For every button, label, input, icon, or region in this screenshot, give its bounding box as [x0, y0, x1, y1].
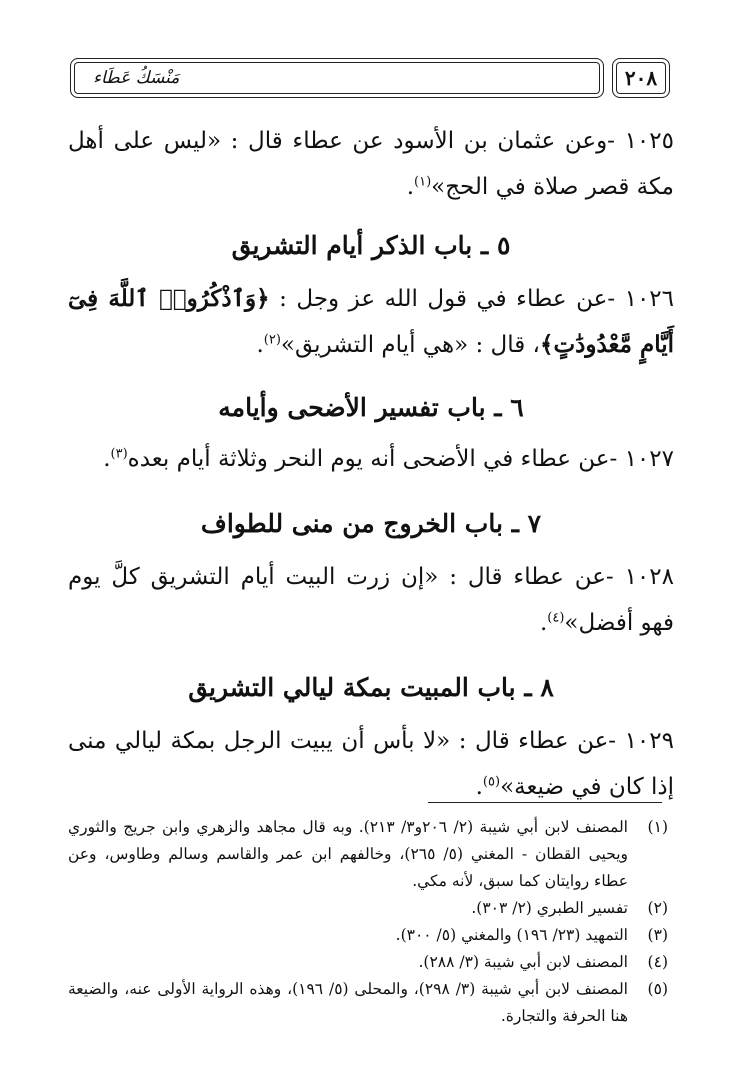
footnote-3 — [68, 922, 668, 949]
entry-1029: ١٠٢٩ -عن عطاء قال : «لا بأس أن يبيت الرجل بمكة ليالي منى إذا كان في ضيعة»$^{(٥)}$. — [68, 728, 674, 800]
entry-text: -عن عطاء في قول الله عز وجل : — [269, 286, 625, 312]
footnote-number: (٥) — [647, 980, 668, 998]
footnote-ref: (٥) — [482, 774, 501, 790]
entry-number: ١٠٢٦ — [624, 286, 675, 312]
chapter-heading-7: ٧ ـ باب الخروج من منى للطواف — [200, 509, 542, 538]
footnote-4 — [68, 949, 668, 976]
footnote-number: (٢) — [647, 899, 668, 917]
footnote-ref: (١) — [414, 174, 432, 190]
entry-1027: ١٠٢٧ -عن عطاء في الأضحى أنه يوم النحر وثلاثة أيام بعده$^{(٣)}$. — [103, 446, 674, 472]
main-text — [68, 118, 674, 810]
page-header — [70, 58, 670, 100]
entry-text: ، قال : «هي أيام التشريق» — [280, 332, 540, 358]
footnote-ref: (٣) — [110, 446, 128, 462]
running-title-box — [70, 58, 604, 98]
entry-text: -عن عطاء قال : «لا بأس أن يبيت الرجل بمكة ليالي منى إذا كان في ضيعة» — [68, 728, 674, 800]
entry-text: -عن عطاء قال : «إن زرت البيت أيام التشريق كلَّ يوم فهو أفضل» — [68, 564, 674, 636]
footnote-number: (١) — [647, 818, 668, 836]
footnote-text: التمهيد (٢٣/ ١٩٦) والمغني (٥/ ٣٠٠). — [395, 926, 628, 944]
chapter-heading-8: ٨ ـ باب المبيت بمكة ليالي التشريق — [188, 673, 554, 702]
footnote-text: تفسير الطبري (٢/ ٣٠٣). — [471, 899, 628, 917]
entry-text: -عن عطاء في الأضحى أنه يوم النحر وثلاثة أيام بعده — [127, 446, 625, 472]
entry-text: -وعن عثمان بن الأسود عن عطاء قال : «ليس على أهل مكة قصر صلاة في الحج» — [68, 128, 674, 200]
quran-verse: ﴿وَٱذْكُرُوا۟ ٱللَّهَ فِىٓ أَيَّامٍ مَّعْدُودَٰتٍ﴾ — [68, 285, 674, 358]
footnote-ref: (٢) — [263, 332, 281, 348]
footnote-number: (٤) — [647, 953, 668, 971]
footnote-1 — [68, 814, 668, 895]
chapter-heading-5: ٥ ـ باب الذكر أيام التشريق — [231, 231, 511, 260]
footnote-2 — [68, 895, 668, 922]
entry-1026: ١٠٢٦ -عن عطاء في قول الله عز وجل : ﴿وَٱذْكُرُوا۟ ٱللَّهَ فِىٓ أَيَّامٍ مَّعْدُودَٰتٍ﴾، قال : «هي أيام التشريق»$^{(٢)}$. — [68, 285, 675, 358]
footnote-text: المصنف لابن أبي شيبة (٣/ ٢٨٨). — [418, 953, 628, 971]
footnote-divider — [428, 802, 662, 803]
entry-number: ١٠٢٧ — [624, 446, 674, 472]
footnote-text: المصنف لابن أبي شيبة (٣/ ٢٩٨)، والمحلى (٥/ ١٩٦)، وهذه الرواية الأولى عنه، والضيعة هنا الحرفة والتجارة. — [68, 980, 628, 1025]
chapter-heading-6: ٦ ـ باب تفسير الأضحى وأيامه — [218, 393, 524, 422]
footnote-5 — [68, 976, 668, 1030]
footnote-text: المصنف لابن أبي شيبة (٢/ ٢٠٦و٣/ ٢١٣). وبه قال مجاهد والزهري وابن جريج والثوري ويحيى القطان - المغني (٥/ ٢٦٥)، وخالفهم ابن عمر والقاسم وسالم وطاوس، وعن عطاء روايتان كما سبق، لأنه مكي. — [68, 818, 628, 890]
running-title: مَنْسَكُ عَطَاء — [93, 68, 180, 88]
entry-number: ١٠٢٨ — [624, 564, 674, 590]
footnote-number: (٣) — [647, 926, 668, 944]
entry-1028: ١٠٢٨ -عن عطاء قال : «إن زرت البيت أيام التشريق كلَّ يوم فهو أفضل»$^{(٤)}$. — [68, 564, 674, 636]
footnotes — [68, 814, 668, 1030]
footnote-ref: (٤) — [547, 610, 565, 626]
page-number: ٢٠٨ — [612, 58, 670, 98]
entry-1025: ١٠٢٥ -وعن عثمان بن الأسود عن عطاء قال : «ليس على أهل مكة قصر صلاة في الحج»$^{(١)}$. — [68, 128, 674, 200]
entry-number: ١٠٢٥ — [624, 128, 674, 154]
entry-number: ١٠٢٩ — [624, 728, 674, 754]
